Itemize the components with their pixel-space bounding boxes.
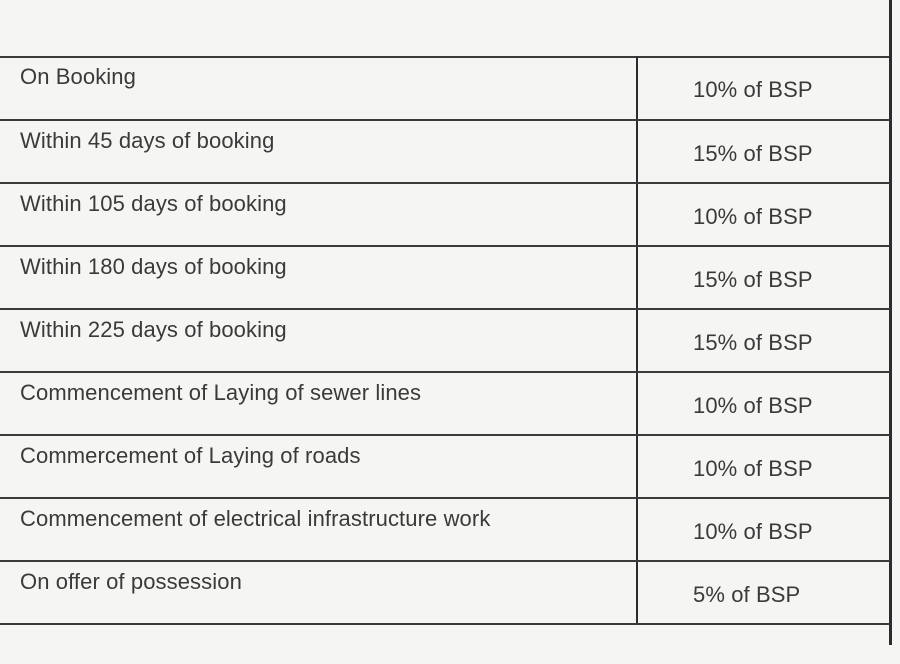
- stage-cell: Within 45 days of booking: [0, 120, 637, 183]
- table-row: [0, 183, 890, 246]
- table-row: [0, 498, 890, 561]
- stage-cell: On offer of possession: [0, 561, 637, 624]
- amount-cell: 15% of BSP: [637, 309, 890, 372]
- table-row: [0, 435, 890, 498]
- stage-cell: On Booking: [0, 57, 637, 120]
- stage-cell: Within 225 days of booking: [0, 309, 637, 372]
- table-row: [0, 561, 890, 624]
- amount-cell: 10% of BSP: [637, 57, 890, 120]
- amount-cell: 15% of BSP: [637, 120, 890, 183]
- payment-schedule-table: [0, 57, 890, 625]
- table-row: [0, 57, 890, 120]
- table-row: [0, 246, 890, 309]
- table-row: [0, 372, 890, 435]
- stage-cell: Within 180 days of booking: [0, 246, 637, 309]
- amount-cell: 10% of BSP: [637, 183, 890, 246]
- table-row: [0, 120, 890, 183]
- amount-cell: 10% of BSP: [637, 498, 890, 561]
- stage-cell: Within 105 days of booking: [0, 183, 637, 246]
- amount-cell: 10% of BSP: [637, 435, 890, 498]
- stage-cell: Commencement of Laying of sewer lines: [0, 372, 637, 435]
- stage-cell: Commencement of electrical infrastructure work: [0, 498, 637, 561]
- table-row: [0, 309, 890, 372]
- amount-cell: 10% of BSP: [637, 372, 890, 435]
- stage-cell: Commercement of Laying of roads: [0, 435, 637, 498]
- amount-cell: 15% of BSP: [637, 246, 890, 309]
- amount-cell: 5% of BSP: [637, 561, 890, 624]
